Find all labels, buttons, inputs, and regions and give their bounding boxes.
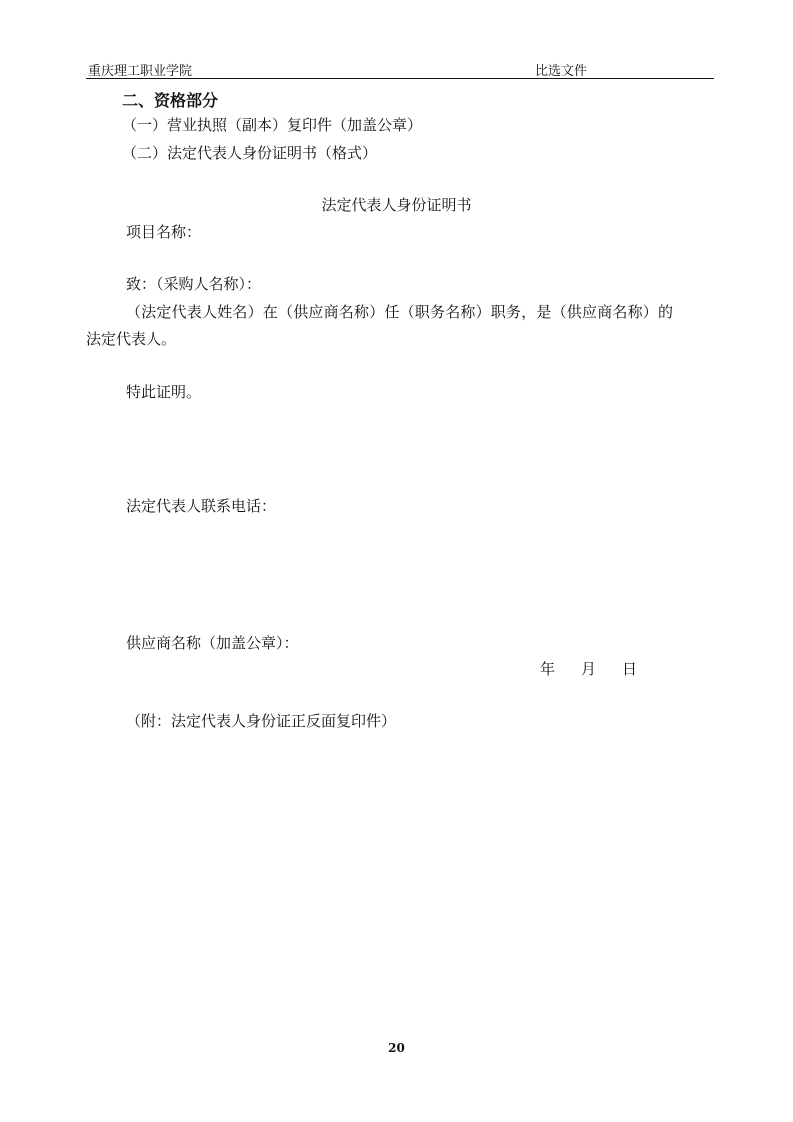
date-day: 日 [622,660,638,678]
recipient-label: 致：（采购人名称）： [126,275,262,293]
date-month: 月 [581,660,597,678]
project-name-label: 项目名称： [126,223,202,241]
attachment-note: （附：法定代表人身份证正反面复印件） [126,712,397,730]
phone-label: 法定代表人联系电话： [126,497,277,515]
supplier-seal-label: 供应商名称（加盖公章）： [126,634,299,652]
date-year: 年 [540,660,556,678]
section-title: 二、资格部分 [122,91,219,110]
body-paragraph-line2: 法定代表人。 [86,330,177,348]
page-number: 20 [388,1041,405,1055]
header-institution: 重庆理工职业学院 [88,64,193,79]
header-doc-type: 比选文件 [535,64,588,79]
header-divider [86,78,714,79]
section-item-id-certificate: （二）法定代表人身份证明书（格式） [122,144,378,162]
section-item-business-license: （一）营业执照（副本）复印件（加盖公章） [122,116,423,134]
form-title: 法定代表人身份证明书 [321,196,472,214]
body-paragraph-line1: （法定代表人姓名）在（供应商名称）任（职务名称）职务，是（供应商名称）的 [126,303,674,321]
certify-statement: 特此证明。 [126,383,202,401]
